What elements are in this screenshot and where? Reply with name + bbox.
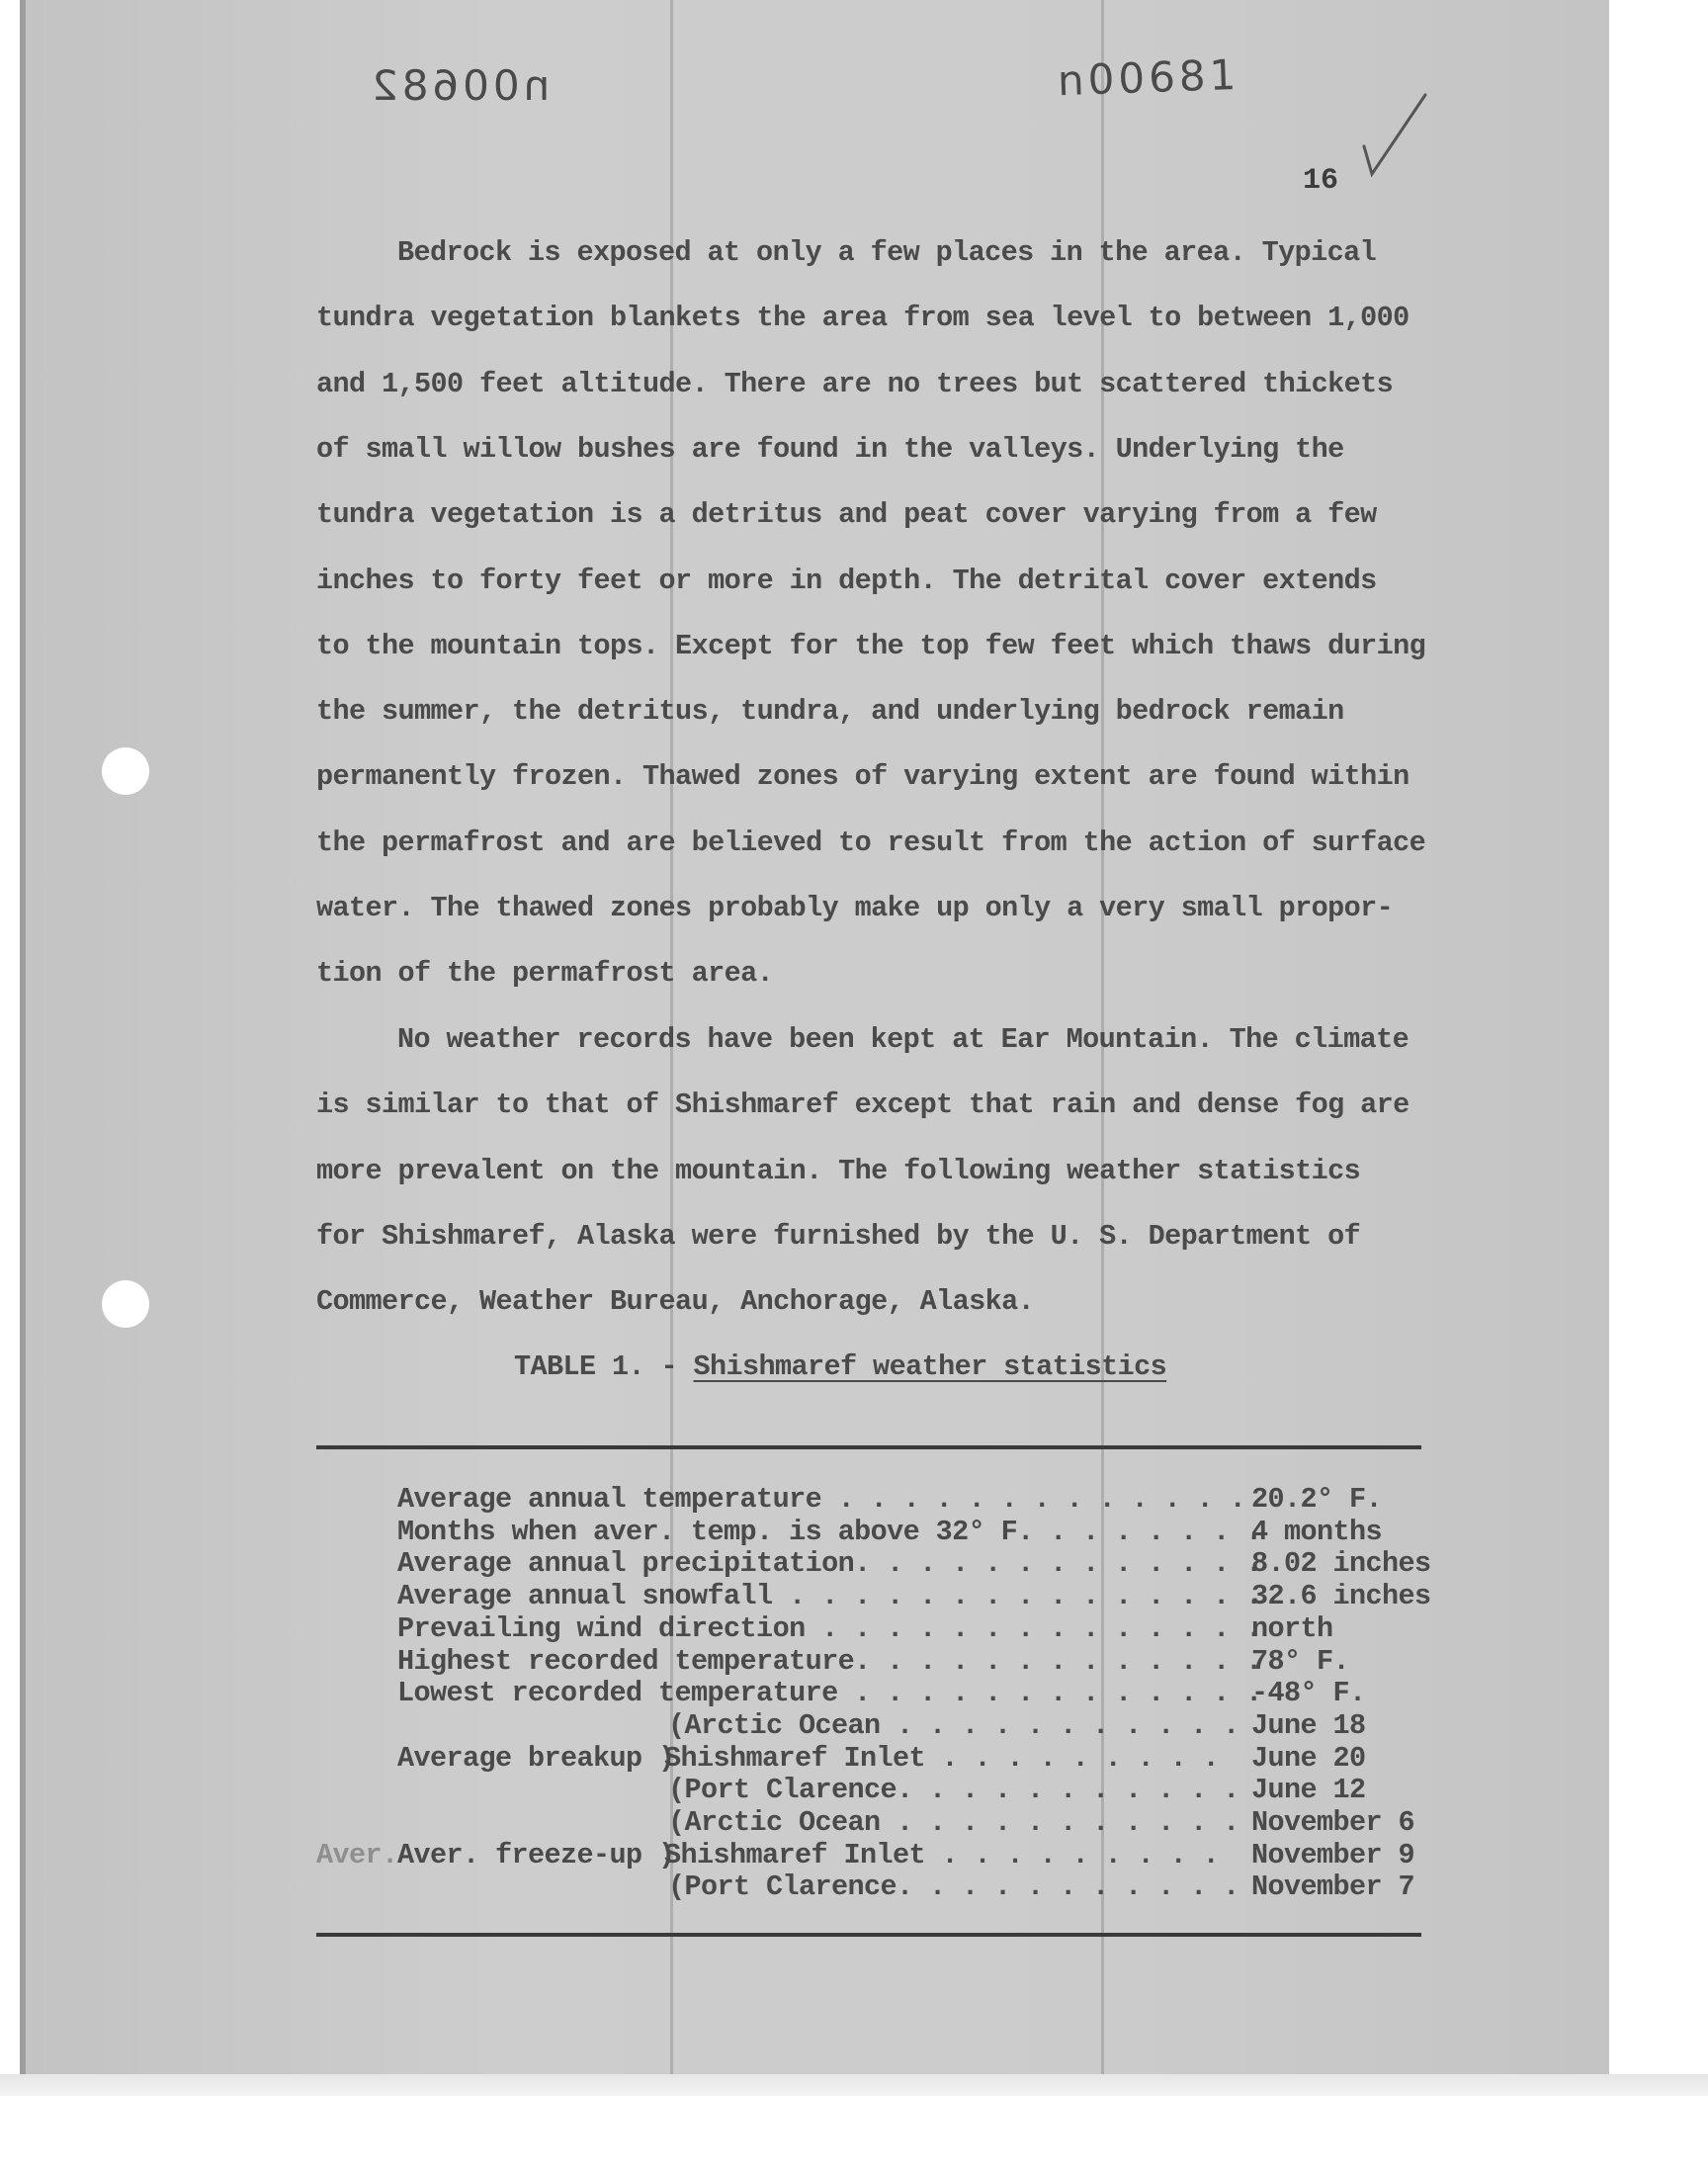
table-row — [314, 1677, 1441, 1709]
table-row-value: June 12 — [1251, 1774, 1366, 1807]
table-row-label: (Arctic Ocean . . . . . . . . . . . — [668, 1806, 1239, 1839]
table-row-value: -48° F. — [1251, 1677, 1366, 1710]
table-caption — [514, 1350, 1166, 1383]
table-row-label: (Port Clarence. . . . . . . . . . . — [668, 1870, 1239, 1904]
table-row — [314, 1870, 1441, 1903]
table-top-rule — [316, 1445, 1421, 1449]
table-row-value: 8.02 inches — [1251, 1547, 1431, 1581]
table-row — [314, 1709, 1441, 1742]
text-line: the summer, the detritus, tundra, and underlying bedrock remain — [316, 695, 1344, 729]
table-row-label: Shishmaref Inlet . . . . . . . . . — [664, 1741, 1220, 1775]
table-row-group: Aver. freeze-up ) — [397, 1838, 675, 1871]
table-row — [314, 1580, 1441, 1612]
text-line: inches to forty feet or more in depth. The detrital cover extends — [316, 564, 1377, 597]
table-row — [314, 1806, 1441, 1839]
text-line: is similar to that of Shishmaref except that rain and dense fog are — [316, 1088, 1409, 1122]
checkmark-icon — [1360, 91, 1429, 190]
text-line: of small willow bushes are found in the valleys. Underlying the — [316, 432, 1344, 466]
table-row — [314, 1516, 1441, 1548]
stamp-number: n00681 — [1057, 49, 1241, 106]
table-row-label: Average annual temperature . . . . . . . . . . . . . — [397, 1483, 1246, 1516]
text-line: tundra vegetation blankets the area from sea level to between 1,000 — [316, 302, 1409, 335]
text-line: to the mountain tops. Except for the top few feet which thaws during — [316, 629, 1426, 662]
text-line: tion of the permafrost area. — [316, 957, 774, 991]
table-caption-prefix: TABLE 1. - — [514, 1350, 694, 1383]
text-line: and 1,500 feet altitude. There are no trees but scattered thickets — [316, 367, 1394, 400]
table-row-value: November 7 — [1251, 1870, 1415, 1904]
table-row-label: (Port Clarence. . . . . . . . . . . — [668, 1774, 1239, 1807]
table-bottom-rule — [316, 1933, 1421, 1937]
table-row-value: 4 months — [1251, 1515, 1383, 1548]
punch-hole — [102, 747, 149, 795]
table-row-label: Prevailing wind direction . . . . . . . . . . . . . . — [397, 1611, 1262, 1645]
table-row-label: Months when aver. temp. is above 32° F. . . . . . . . — [397, 1515, 1262, 1548]
table-row-value: 78° F. — [1251, 1644, 1350, 1678]
text-line: tundra vegetation is a detritus and peat cover varying from a few — [316, 498, 1377, 532]
table-row-label: Lowest recorded temperature . . . . . . . . . . . . . — [397, 1677, 1262, 1710]
table-row — [314, 1774, 1441, 1806]
table-row — [314, 1645, 1441, 1678]
faint-overtyped-text: Aver. — [316, 1838, 398, 1871]
text-line: for Shishmaref, Alaska were furnished by the U. S. Department of — [316, 1219, 1361, 1253]
table-row — [314, 1742, 1441, 1775]
table-caption-title: Shishmaref weather statistics — [693, 1350, 1167, 1383]
text-line: No weather records have been kept at Ear Mountain. The climate — [397, 1023, 1409, 1056]
text-line: permanently frozen. Thawed zones of varying extent are found within — [316, 760, 1409, 794]
text-line: Commerce, Weather Bureau, Anchorage, Alaska. — [316, 1285, 1035, 1319]
table-row — [314, 1839, 1441, 1871]
table-row-value: north — [1251, 1611, 1333, 1645]
table-row-label: Average annual precipitation. . . . . . . . . . . . . — [397, 1547, 1262, 1581]
text-line: Bedrock is exposed at only a few places in the area. Typical — [397, 236, 1377, 269]
table-row-value: 20.2° F. — [1251, 1483, 1383, 1516]
table-row-value: November 6 — [1251, 1806, 1415, 1839]
table-row — [314, 1483, 1441, 1516]
scanner-bottom-band — [0, 2074, 1708, 2096]
stamp-number-mirrored: n00682 — [368, 61, 551, 110]
table-row-label: Highest recorded temperature. . . . . . . . . . . . . — [397, 1644, 1262, 1678]
table-row-label: Shishmaref Inlet . . . . . . . . . — [664, 1838, 1220, 1871]
table-row — [314, 1612, 1441, 1645]
table-row-value: June 18 — [1251, 1708, 1366, 1742]
text-line: more prevalent on the mountain. The following weather statistics — [316, 1154, 1361, 1187]
punch-hole — [102, 1280, 149, 1328]
table-row-value: November 9 — [1251, 1838, 1415, 1871]
text-line: water. The thawed zones probably make up only a very small propor- — [316, 892, 1394, 924]
table-row-group: Average breakup ) — [397, 1741, 675, 1775]
table-row-value: June 20 — [1251, 1741, 1366, 1775]
table-row-value: 32.6 inches — [1251, 1580, 1431, 1613]
table-row-label: (Arctic Ocean . . . . . . . . . . . — [668, 1708, 1239, 1742]
table-row-label: Average annual snowfall . . . . . . . . . . . . . . . — [397, 1580, 1262, 1613]
page-number: 16 — [1303, 164, 1339, 198]
text-line: the permafrost and are believed to result from the action of surface — [316, 826, 1426, 859]
table-row — [314, 1547, 1441, 1580]
